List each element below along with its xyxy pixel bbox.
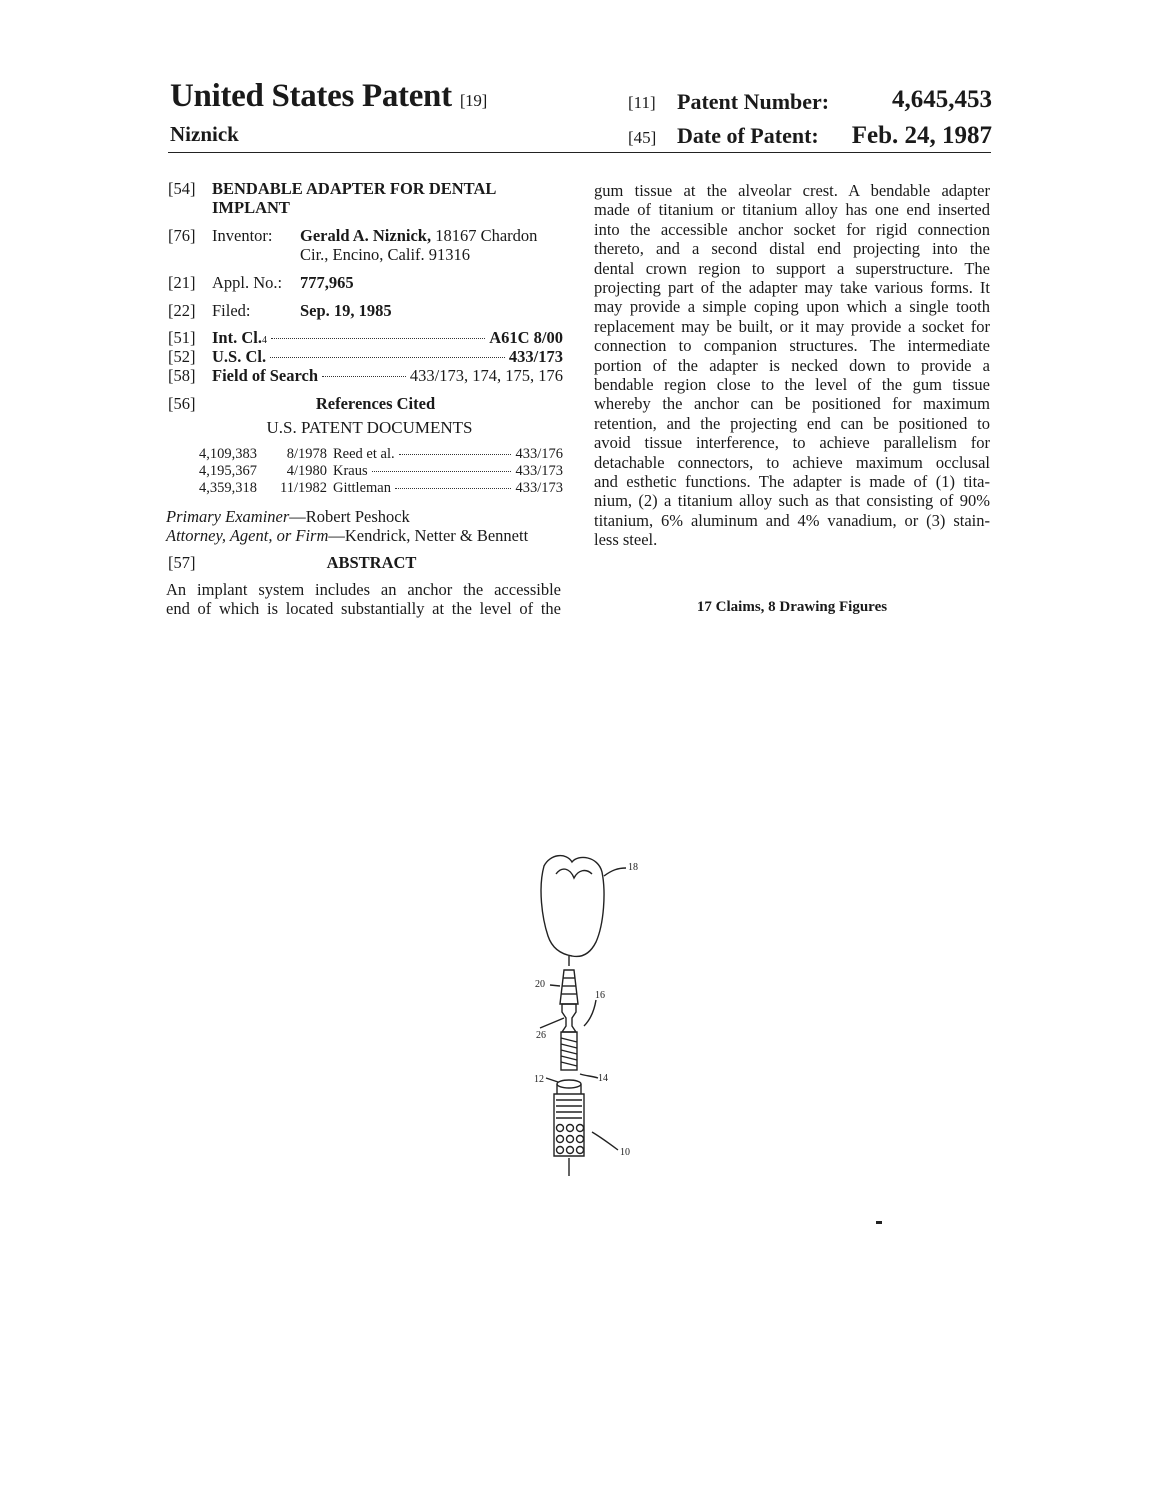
abstract-line: nium, (2) a titanium alloy such as that consisting of 90%: [594, 491, 990, 511]
label-14: 14: [598, 1073, 608, 1084]
abstract-line: titanium, 6% aluminum and 4% vanadium, or (3) stain-: [594, 510, 990, 530]
abstract-line: less steel.: [594, 530, 658, 550]
patent-number: 4,645,453: [892, 86, 992, 113]
label-10: 10: [620, 1147, 630, 1158]
abstract-line: whereby the anchor can be positioned for maximum: [594, 394, 990, 414]
inventor-label: Inventor:: [212, 226, 273, 245]
invention-title-line1: BENDABLE ADAPTER FOR DENTAL: [212, 179, 497, 198]
abstract-line: may provide a simple coping upon which a single tooth: [594, 297, 990, 317]
abstract-heading: ABSTRACT: [326, 553, 417, 572]
abstract-line: detachable connectors, to achieve maximum occlusal: [594, 452, 990, 472]
references-heading: References Cited: [315, 394, 436, 413]
label-20: 20: [535, 979, 545, 990]
us-cl-value: 433/173: [508, 347, 563, 366]
label-26: 26: [536, 1030, 546, 1041]
patent-number-label: Patent Number:: [677, 89, 830, 114]
inventor-address-2: Cir., Encino, Calif. 91316: [300, 245, 471, 265]
label-18: 18: [628, 862, 638, 873]
implant-drawing: [520, 848, 660, 1178]
patent-office-title: United States Patent [19]: [170, 78, 487, 114]
search-label: Field of Search: [212, 366, 319, 385]
abstract-line: dental crown region to support a superstructure. The: [594, 258, 990, 278]
adapter-neck: [562, 1004, 576, 1032]
inventor-address-1: 18167 Chardon: [435, 226, 538, 245]
int-cl-label: Int. Cl.: [212, 328, 262, 347]
reference-row: 4,109,383 8/1978 Reed et al. 433/176: [199, 446, 563, 462]
date-label: Date of Patent:: [677, 123, 819, 148]
reference-row: 4,195,367 4/1980 Kraus 433/173: [199, 463, 563, 479]
date-code: [45]: [628, 128, 657, 147]
abstract-line: replacement may be built, or it may provide a socket for: [594, 316, 990, 336]
abstract-line: projecting part of the adapter may take various forms. It: [594, 278, 990, 297]
attorney: Attorney, Agent, or Firm—Kendrick, Netter & Bennett: [166, 526, 529, 545]
abstract-line: end of which is located substantially at the level of the: [166, 599, 561, 618]
appl-label: Appl. No.:: [212, 273, 283, 292]
abstract-line: avoid tissue interference, to achieve parallelism for: [594, 433, 990, 453]
patent-number-code: [11]: [628, 93, 656, 112]
inventor-surname: Niznick: [170, 122, 239, 146]
abstract-line: gum tissue at the alveolar crest. A bendable adapter: [594, 181, 990, 200]
search-value: 433/173, 174, 175, 176: [409, 366, 563, 385]
anchor-socket: [557, 1080, 581, 1088]
abstract-line: and esthetic functions. The adapter is made of (1) tita-: [594, 472, 990, 491]
inventor-name: Gerald A. Niznick,: [300, 226, 432, 245]
reference-row: 4,359,318 11/1982 Gittleman 433/173: [199, 480, 563, 496]
abstract-line: connection to companion structures. The intermediate: [594, 336, 990, 356]
int-cl-value: A61C 8/00: [489, 328, 563, 347]
crown-shape: [541, 856, 604, 957]
int-cl-edition: 4: [261, 335, 267, 346]
scan-mark: [876, 1221, 882, 1224]
label-12: 12: [534, 1074, 544, 1085]
us-patent-documents-heading: U.S. PATENT DOCUMENTS: [266, 418, 473, 437]
abstract-line: portion of the adapter is necked down to provide a: [594, 355, 990, 375]
filed-date: Sep. 19, 1985: [300, 301, 392, 320]
appl-number: 777,965: [300, 273, 354, 292]
adapter-coping: [560, 970, 578, 1004]
abstract-line: bendable region close to the level of the gum tissue: [594, 375, 990, 394]
invention-title-line2: IMPLANT: [212, 198, 290, 218]
title-code: [19]: [459, 91, 487, 110]
header-rule: [168, 152, 991, 153]
abstract-line: into the accessible anchor socket for rigid connection: [594, 219, 990, 239]
abstract-line: retention, and the projecting end can be positioned to: [594, 413, 990, 433]
primary-examiner: Primary Examiner—Robert Peshock: [166, 507, 410, 526]
patent-date: Feb. 24, 1987: [851, 122, 992, 149]
claims-summary: 17 Claims, 8 Drawing Figures: [696, 599, 888, 615]
abstract-line: made of titanium or titanium alloy has one end inserted: [594, 200, 990, 220]
abstract-line: An implant system includes an anchor the accessible: [166, 580, 561, 599]
abstract-line: thereto, and a second distal end projecting into the: [594, 239, 990, 259]
filed-label: Filed:: [212, 301, 251, 320]
us-cl-label: U.S. Cl.: [212, 347, 267, 366]
label-16: 16: [595, 990, 605, 1001]
